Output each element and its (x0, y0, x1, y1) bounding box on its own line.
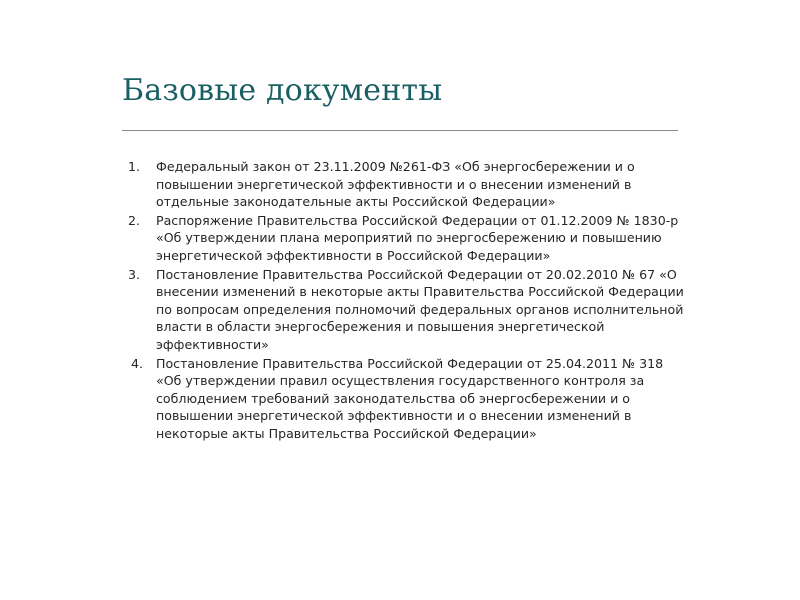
title-divider (122, 130, 678, 131)
list-item-number: 2. (128, 212, 141, 228)
page-title: Базовые документы (122, 73, 443, 108)
list-item-number: 3. (128, 266, 141, 282)
list-item (122, 355, 688, 443)
list-item-text: Распоряжение Правительства Российской Федерации от 01.12.2009 № 1830-р «Об утверждении плана мероприятий по энергосбережению и повышению энергетической эффективности в Российской Федерации» (156, 212, 679, 263)
list-item-text: Постановление Правительства Российской Федерации от 20.02.2010 № 67 «О внесении изменений в некоторые акты Правительства Российской Федерации по вопросам определения полномочий федеральных органов исполнительной власти в области энергосбережения и повышения энергетической эффективности» (156, 266, 684, 352)
list-item-text: Постановление Правительства Российской Федерации от 25.04.2011 № 318 «Об утверждении правил осуществления государственного контроля за соблюдением требований законодательства об энергосбережении и о повышении энергетической эффективности и о внесении изменений в некоторые акты Правительства Российской Федерации» (156, 355, 664, 441)
list-item (122, 266, 688, 354)
list-item-number: 4. (131, 355, 144, 371)
list-item-number: 1. (128, 159, 141, 174)
list-item (122, 212, 688, 265)
list-item (122, 158, 688, 211)
document-list (122, 158, 688, 444)
list-item-text: Федеральный закон от 23.11.2009 №261-ФЗ «Об энергосбережении и о повышении энергетической эффективности и о внесении изменений в отдельные законодательные акты Российской Федерации» (156, 159, 635, 210)
